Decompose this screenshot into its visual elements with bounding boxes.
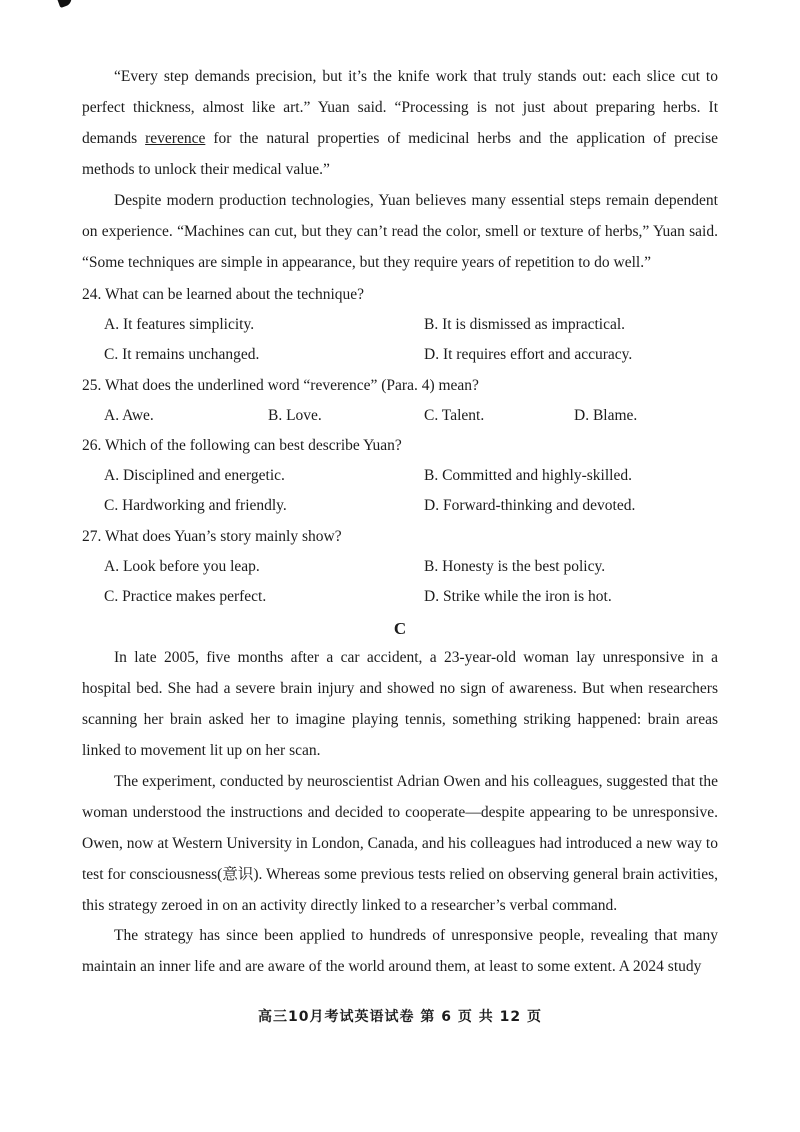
passage-c-paragraph-3: The strategy has since been applied to hundreds of unresponsive people, revealing that many maintain an inner life and are aware of the world around them, at least to some extent. A 2024 study bbox=[82, 927, 718, 975]
question-26-option-c: C. Hardworking and friendly. bbox=[104, 497, 287, 514]
section-heading: C bbox=[393, 619, 407, 638]
question-24-option-d: D. It requires effort and accuracy. bbox=[424, 346, 633, 363]
question-27-option-d: D. Strike while the iron is hot. bbox=[424, 588, 612, 605]
passage-c-paragraph-2: The experiment, conducted by neuroscientist Adrian Owen and his colleagues, suggested that the woman understood the instructions and decided to cooperate—despite appearing to be unresponsive. Owen, now at Western University in London, Canada, and his colleagues had introduced a new way to test for consciousness(意识). Whereas some previous tests relied on observing general brain activities, this strategy zeroed in on an activity directly linked to a researcher’s verbal command. bbox=[82, 773, 718, 914]
question-26-option-d: D. Forward-thinking and devoted. bbox=[424, 497, 636, 514]
question-26-option-a: A. Disciplined and energetic. bbox=[104, 467, 285, 484]
question-27-stem: 27. What does Yuan’s story mainly show? bbox=[82, 528, 342, 545]
question-26-option-b: B. Committed and highly-skilled. bbox=[424, 467, 632, 484]
question-27-option-b: B. Honesty is the best policy. bbox=[424, 558, 606, 575]
underlined-word: reverence bbox=[145, 130, 206, 147]
question-25-option-c: C. Talent. bbox=[424, 407, 485, 424]
question-24-option-c: C. It remains unchanged. bbox=[104, 346, 260, 363]
passage-c-paragraph-1: In late 2005, five months after a car accident, a 23-year-old woman lay unresponsive in a hospital bed. She had a severe brain injury and showed no sign of awareness. But when researchers scanning her brain asked her to imagine playing tennis, something striking happened: brain areas linked to movement lit up on her scan. bbox=[82, 649, 718, 759]
question-25-stem: 25. What does the underlined word “reverence” (Para. 4) mean? bbox=[82, 377, 479, 394]
question-24-option-b: B. It is dismissed as impractical. bbox=[424, 316, 626, 333]
question-26-stem: 26. Which of the following can best describe Yuan? bbox=[82, 437, 402, 454]
question-27-option-c: C. Practice makes perfect. bbox=[104, 588, 267, 605]
passage-b-paragraph-4: Despite modern production technologies, Yuan believes many essential steps remain dependent on experience. “Machines can cut, but they can’t read the color, smell or texture of herbs,” Yuan said. “Some techniques are simple in appearance, but they require years of repetition to do well.” bbox=[82, 192, 718, 271]
question-24-option-a: A. It features simplicity. bbox=[104, 316, 255, 333]
page-footer: 高三10月考试英语试卷 第 6 页 共 12 页 bbox=[258, 1009, 542, 1025]
passage-b-paragraph-3: “Every step demands precision, but it’s the knife work that truly stands out: each slice cut to perfect thickness, almost like art.” Yuan said. “Processing is not just about preparing herbs. It demands reverence for the natural properties of medicinal herbs and the application of precise methods to unlock their medical value.” bbox=[82, 68, 718, 178]
scan-corner-mark bbox=[56, 0, 73, 8]
question-25-option-a: A. Awe. bbox=[104, 407, 154, 424]
question-25-option-d: D. Blame. bbox=[574, 407, 638, 424]
question-27-option-a: A. Look before you leap. bbox=[104, 558, 260, 575]
question-25-option-b: B. Love. bbox=[268, 407, 322, 424]
question-24-stem: 24. What can be learned about the technique? bbox=[82, 286, 365, 303]
